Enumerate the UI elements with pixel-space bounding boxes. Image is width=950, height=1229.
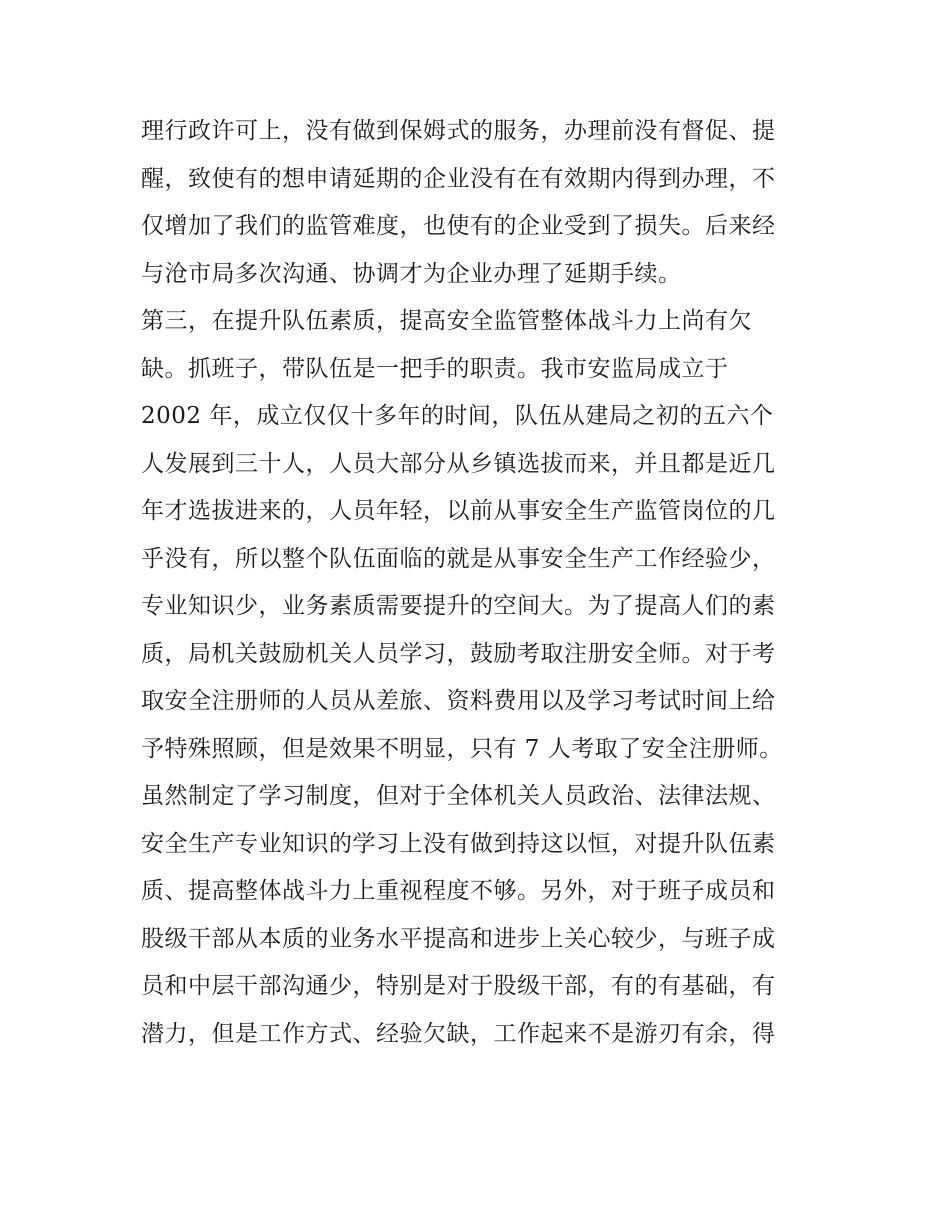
text-line: 理行政许可上，没有做到保姆式的服务，办理前没有督促、提 — [141, 118, 776, 144]
text-line: 醒，致使有的想申请延期的企业没有在有效期内得到办理，不 — [141, 165, 776, 192]
text-line: 年才选拔进来的，人员年轻，以前从事安全生产监管岗位的几 — [141, 498, 776, 524]
text-line: 员和中层干部沟通少，特别是对于股级干部，有的有基础，有 — [141, 973, 776, 999]
text-line: 潜力，但是工作方式、经验欠缺，工作起来不是游刃有余，得 — [141, 1020, 776, 1047]
text-line: 安全生产专业知识的学习上没有做到持这以恒，对提升队伍素 — [141, 830, 776, 857]
text-line: 质，局机关鼓励机关人员学习，鼓励考取注册安全师。对于考 — [141, 640, 776, 667]
text-line: 取安全注册师的人员从差旅、资料费用以及学习考试时间上给 — [141, 688, 776, 714]
text-line: 乎没有，所以整个队伍面临的就是从事安全生产工作经验少， — [141, 545, 776, 572]
text-line: 虽然制定了学习制度，但对于全体机关人员政治、法律法规、 — [141, 783, 776, 809]
text-line: 第三，在提升队伍素质，提高安全监管整体战斗力上尚有欠 — [141, 308, 752, 334]
text-line: 质、提高整体战斗力上重视程度不够。另外，对于班子成员和 — [141, 878, 776, 904]
text-line: 缺。抓班子，带队伍是一把手的职责。我市安监局成立于 — [141, 355, 729, 382]
text-line: 人发展到三十人，人员大部分从乡镇选拔而来，并且都是近几 — [141, 450, 776, 477]
text-line: 仅增加了我们的监管难度，也使有的企业受到了损失。后来经 — [141, 213, 776, 239]
text-line: 专业知识少，业务素质需要提升的空间大。为了提高人们的素 — [141, 593, 776, 619]
text-line: 2002 年，成立仅仅十多年的时间，队伍从建局之初的五六个 — [141, 403, 774, 429]
text-line: 与沧市局多次沟通、协调才为企业办理了延期手续。 — [141, 260, 682, 287]
text-line: 予特殊照顾，但是效果不明显，只有 7 人考取了安全注册师。 — [141, 735, 783, 762]
text-line: 股级干部从本质的业务水平提高和进步上关心较少，与班子成 — [141, 925, 776, 952]
document-body — [141, 108, 821, 1058]
